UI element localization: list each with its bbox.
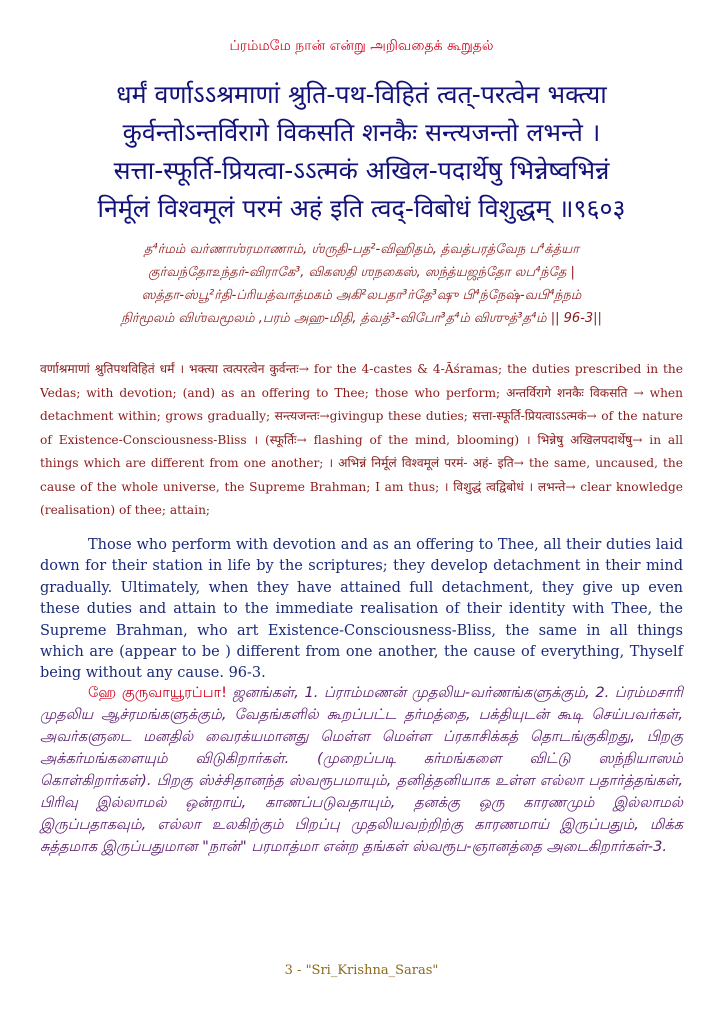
english-translation: Those who perform with devotion and as an offering to Thee, all their duties laid down for their station in life by the scriptures; they develop detachment in their mind gradually. Ultimately, when they have attained full detachment, they give up even these duties and attain to the immediate realisation of their identity with Thee, the Supreme Brahman, who art Existence-Consciousness-Bliss, the same in all things which are (appear to be ) different from one another, the cause of everything, Thyself being without any cause. 96-3.: [40, 537, 683, 682]
transliteration-line: நிர்மூலம் விஶ்வமூலம் ,பரம் அஹ-மிதி, த்வத்³-விபோ³த⁴ம் விஶுத்³த⁴ம் || 96-3||: [121, 311, 602, 326]
transliteration-line: குர்வந்தோ௨ந்தர்-விராகே³, விகஸதி ஶநகைஸ், ஸந்த்யஜந்தோ லப⁴ந்தே |: [148, 265, 575, 280]
tamil-transliteration: [48, 238, 675, 330]
verse-line: कुर्वन्तोऽन्तर्विरागे विकसति शनकैः सन्त्यजन्तो लभन्ते ।: [122, 118, 601, 147]
section-heading: ப்ரம்மமே நான் என்று அறிவதைக் கூறுதல்: [229, 38, 494, 54]
verse-line: निर्मूलं विश्वमूलं परमं अहं इति त्वद्-विबोधं विशुद्धम् ॥९६०३: [97, 194, 626, 223]
verse-line: सत्ता-स्फूर्ति-प्रियत्वा-ऽऽत्मकं अखिल-पदार्थेषु भिन्नेष्वभिन्नं: [113, 156, 610, 185]
tamil-translation: [40, 682, 683, 858]
tamil-translation-text: ஜனங்கள், 1. ப்ராம்மணன் முதலிய-வர்ணங்களுக்கும், 2. ப்ரம்மசாரி முதலிய ஆச்ரமங்களுக்கும், வேதங்களில் கூறப்பட்ட தர்மத்தை, பக்தியுடன் கூடி செய்பவர்கள், அவர்களுடை மனதில் வைரக்யமானது மெள்ள மெள்ள ப்ரகாசிக்கத் தொடங்குகிறது, பிறகு அக்கர்மங்களையும் விடுகிறார்கள். (முறைப்படி கர்மங்களை விட்டு ஸந்நியாஸம் கொள்கிறார்கள்). பிறகு ஸ்ச்சிதானந்த ஸ்வரூபமாயும், தனித்தனியாக உள்ள எல்லா பதார்த்தங்கள், பிரிவு இல்லாமல் ஒன்றாய், காணப்படுவதாயும், தனக்கு ஒரு காரணமும் இல்லாமல் இருப்பதாகவும், எல்லா உலகிற்கும் பிறப்பு முதலியவற்றிற்கு காரணமாய் இருப்பதும், மிக்க சுத்தமாக இருப்பதுமான "நான்" பரமாத்மா என்ற தங்கள் ஸ்வரூப-ஞானத்தை அடைகிறார்கள்-3.: [40, 684, 683, 855]
tamil-callout: ஹே குருவாயூரப்பா!: [88, 684, 228, 701]
transliteration-line: த⁴ர்மம் வர்ணாஶ்ரமாணாம், ஶ்ருதி-பத²-விஹிதம், த்வத்பரத்வேந ப⁴க்த்யா: [143, 242, 580, 257]
word-meanings: वर्णाश्रमाणां श्रुतिपथविहितं धर्मं । भक्त्या त्वत्परत्वेन कुर्वन्तः→ for the 4-castes & 4-Āśramas; the duties prescribed in the Vedas; with devotion; (and) as an offering to Thee; those who perform; अन्तर्विरागे शनकैः विकसति → when detachment within; grows gradually; सन्त्यजन्तः→givingup these duties; सत्ता-स्फूर्ति-प्रियत्वाऽऽत्मकं→ of the nature of Existence-Consciousness-Bliss । (स्फूर्तिः→ flashing of the mind, blooming) । भिन्नेषु अखिलपदार्थेषु→ in all things which are different from one another; । अभिन्नं निर्मूलं विश्वमूलं परमं- अहं- इति→ the same, uncaused, the cause of the whole universe, the Supreme Brahman; I am thus; । विशुद्धं त्वद्विबोधं । लभन्ते→ clear knowledge (realisation) of thee; attain;: [40, 362, 683, 517]
sanskrit-verse: [40, 76, 683, 228]
page-footer: 3 - "Sri_Krishna_Saras": [284, 963, 439, 978]
transliteration-line: ஸத்தா-ஸ்பூ²ர்தி-ப்ரியத்வாத்மகம் அகி²லபதா³ர்தே³ஷு பி⁴ந்நேஷ்-வபி⁴ந்நம்: [141, 288, 582, 303]
verse-line: धर्मं वर्णाऽऽश्रमाणां श्रुति-पथ-विहितं त्वत्-परत्वेन भक्त्या: [116, 80, 607, 109]
